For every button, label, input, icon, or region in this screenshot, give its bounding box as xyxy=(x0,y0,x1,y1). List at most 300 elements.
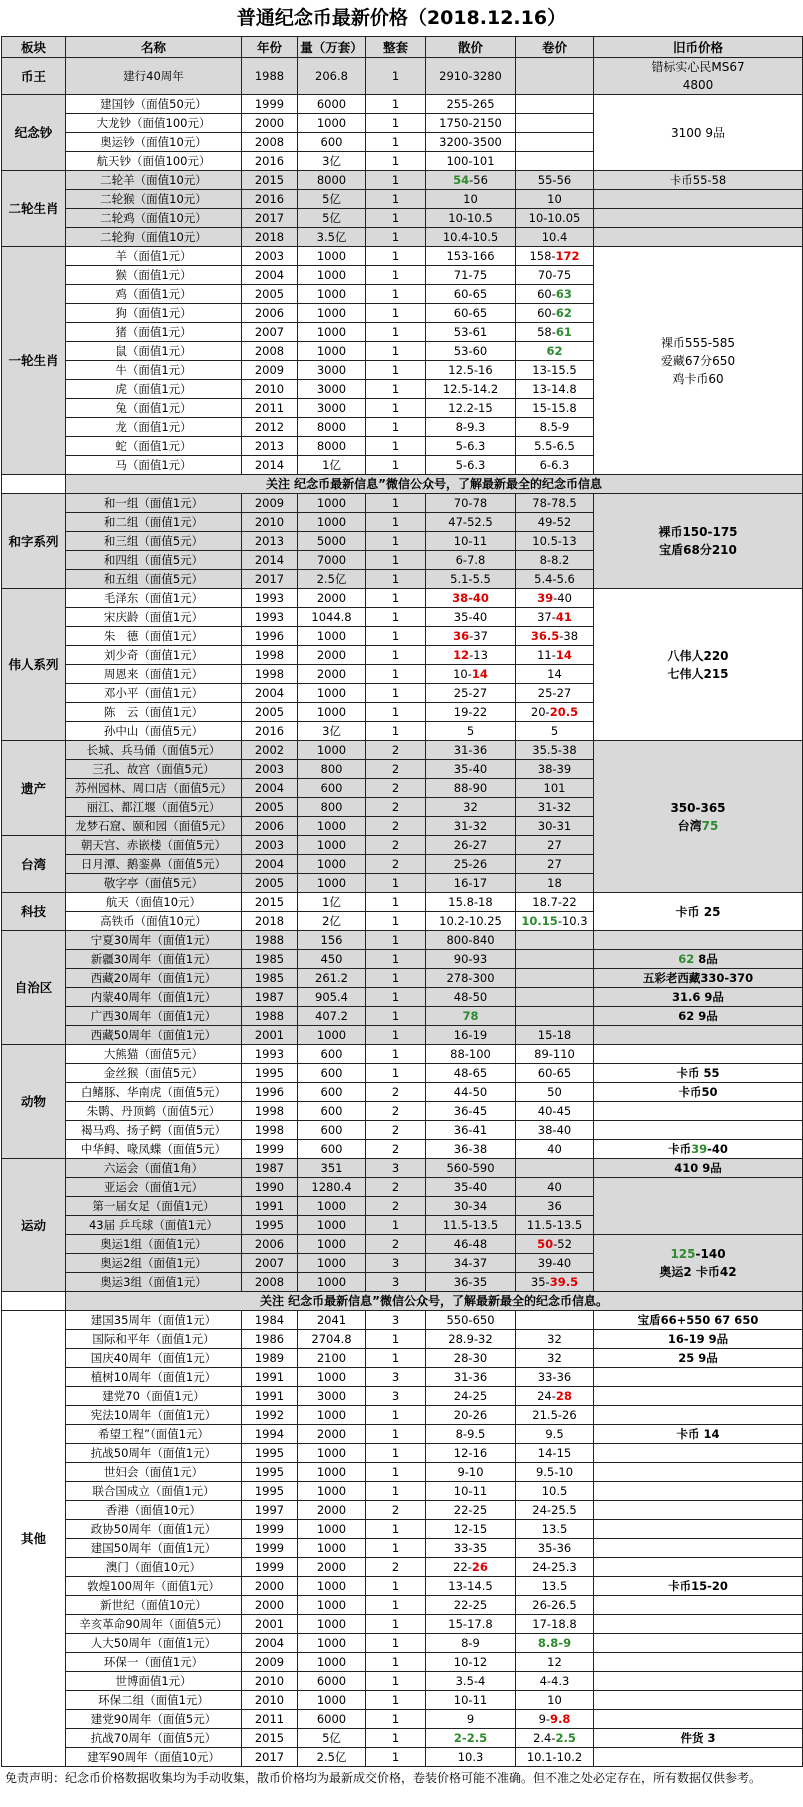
cell-text: 世妇会（面值1元） xyxy=(103,1464,204,1479)
roll-price xyxy=(516,1083,594,1102)
cell-text: 33-36 xyxy=(537,1369,572,1384)
roll-price xyxy=(516,1710,594,1729)
old-price xyxy=(594,1634,803,1653)
coin-set xyxy=(366,741,426,760)
old-price xyxy=(594,1121,803,1140)
cell-text: 37- xyxy=(537,609,556,624)
column-header xyxy=(66,37,242,58)
cell-text: 1987 xyxy=(254,1160,285,1175)
cell-text: 量（万套） xyxy=(300,39,363,55)
cell-text: 2005 xyxy=(254,875,285,890)
loose-price xyxy=(426,1216,516,1235)
coin-set xyxy=(366,1463,426,1482)
coin-qty xyxy=(298,1197,366,1216)
roll-price xyxy=(516,912,594,931)
cell-text: 14-15 xyxy=(537,1445,572,1460)
coin-year xyxy=(242,760,298,779)
coin-qty xyxy=(298,1672,366,1691)
old-price xyxy=(594,1520,803,1539)
cell-text: 1999 xyxy=(254,1141,285,1156)
cell-text: 88-100 xyxy=(450,1046,491,1061)
cell-text: 1 xyxy=(391,1350,400,1365)
old-price xyxy=(594,1672,803,1691)
coin-qty xyxy=(298,893,366,912)
cell-text: 卷价 xyxy=(541,39,567,55)
old-price xyxy=(594,1425,803,1444)
loose-price xyxy=(426,58,516,95)
roll-price xyxy=(516,1539,594,1558)
table-row xyxy=(2,1691,803,1710)
coin-year xyxy=(242,1444,298,1463)
cell-text: 60-65 xyxy=(453,305,488,320)
cell-text: 39 xyxy=(691,1141,708,1156)
coin-set xyxy=(366,1007,426,1026)
cell-text: 35- xyxy=(530,1274,550,1289)
coin-year xyxy=(242,399,298,418)
coin-qty xyxy=(298,1425,366,1444)
cell-text: 1 xyxy=(391,1540,400,1555)
coin-qty xyxy=(298,380,366,399)
cell-text: 和字系列 xyxy=(8,533,59,549)
cell-text: 1000 xyxy=(316,248,347,263)
table-row xyxy=(2,1121,803,1140)
loose-price xyxy=(426,399,516,418)
cell-text: 1 xyxy=(391,153,400,168)
loose-price xyxy=(426,361,516,380)
old-price xyxy=(594,893,803,931)
loose-price xyxy=(426,95,516,114)
loose-price xyxy=(426,551,516,570)
coin-qty xyxy=(298,1026,366,1045)
coin-year xyxy=(242,418,298,437)
coin-name xyxy=(66,1349,242,1368)
coin-name xyxy=(66,1596,242,1615)
cell-text: 31-36 xyxy=(453,1369,488,1384)
cell-text: 1993 xyxy=(254,609,285,624)
cell-text: 11.5-13.5 xyxy=(442,1217,499,1232)
loose-price xyxy=(426,1387,516,1406)
coin-year xyxy=(242,1197,298,1216)
cell-text: 二轮狗（面值10元） xyxy=(100,229,207,244)
cell-text: 2005 xyxy=(254,286,285,301)
coin-year xyxy=(242,361,298,380)
old-price xyxy=(594,950,803,969)
cell-text: 1000 xyxy=(316,1483,347,1498)
coin-year xyxy=(242,551,298,570)
old-price xyxy=(594,1007,803,1026)
cell-text: 2000 xyxy=(316,1426,347,1441)
old-price xyxy=(594,741,803,893)
coin-qty xyxy=(298,1311,366,1330)
cell-text: 10-10.05 xyxy=(528,210,581,225)
cell-text: 2007 xyxy=(254,324,285,339)
loose-price xyxy=(426,1615,516,1634)
coin-name xyxy=(66,323,242,342)
cell-text: 10.3 xyxy=(457,1749,484,1764)
loose-price xyxy=(426,285,516,304)
cell-text: 二轮羊（面值10元） xyxy=(100,172,207,187)
cell-text: 奥运钞（面值10元） xyxy=(100,134,207,149)
coin-set xyxy=(366,1615,426,1634)
cell-text: 12.5-16 xyxy=(448,362,493,377)
roll-price xyxy=(516,1425,594,1444)
roll-price xyxy=(516,1102,594,1121)
coin-set xyxy=(366,114,426,133)
cell-text: 1993 xyxy=(254,590,285,605)
cell-text: 2012 xyxy=(254,419,285,434)
coin-set xyxy=(366,456,426,475)
cell-text: 1 xyxy=(391,723,400,738)
cell-text: 2010 xyxy=(254,381,285,396)
cell-text: 2016 xyxy=(254,191,285,206)
coin-name xyxy=(66,1634,242,1653)
coin-name xyxy=(66,399,242,418)
note-line: 鸡卡币60 xyxy=(672,371,724,386)
roll-price xyxy=(516,570,594,589)
cell-text: 410 9品 xyxy=(674,1160,722,1175)
cell-text: 2009 xyxy=(254,362,285,377)
cell-text: 5 xyxy=(466,723,475,738)
cell-text: 2005 xyxy=(254,704,285,719)
cell-text: 9 xyxy=(466,1711,475,1726)
coin-name xyxy=(66,285,242,304)
cell-text: 1 xyxy=(391,685,400,700)
coin-set xyxy=(366,703,426,722)
cell-text: 1000 xyxy=(316,267,347,282)
loose-price xyxy=(426,437,516,456)
cell-text: 苏州园林、周口店（面值5元） xyxy=(75,780,232,795)
old-price xyxy=(594,1349,803,1368)
cell-text: 1990 xyxy=(254,1179,285,1194)
coin-name xyxy=(66,1368,242,1387)
coin-qty xyxy=(298,646,366,665)
table-row xyxy=(2,741,803,760)
cell-text: 丽江、都江堰（面值5元） xyxy=(86,799,221,814)
coin-qty xyxy=(298,1444,366,1463)
coin-name xyxy=(66,1539,242,1558)
table-row xyxy=(2,1463,803,1482)
loose-price xyxy=(426,1691,516,1710)
roll-price xyxy=(516,437,594,456)
table-row xyxy=(2,1577,803,1596)
cell-text: 虎（面值1元） xyxy=(115,381,192,396)
coin-year xyxy=(242,988,298,1007)
table-row xyxy=(2,969,803,988)
coin-qty xyxy=(298,58,366,95)
cell-text: 41 xyxy=(555,609,572,624)
page-title: 普通纪念币最新价格（2018.12.16） xyxy=(236,7,567,29)
cell-text: 2 xyxy=(391,1198,400,1213)
coin-qty xyxy=(298,760,366,779)
coin-name xyxy=(66,570,242,589)
coin-set xyxy=(366,1235,426,1254)
cell-text: 125 xyxy=(670,1247,696,1261)
cell-text: 1 xyxy=(391,438,400,453)
roll-price xyxy=(516,836,594,855)
coin-name xyxy=(66,266,242,285)
cell-text: 28 xyxy=(555,1388,572,1403)
loose-price xyxy=(426,418,516,437)
cell-text: 1000 xyxy=(316,514,347,529)
coin-set xyxy=(366,1691,426,1710)
cell-text: 8000 xyxy=(316,172,347,187)
cell-text: 70-75 xyxy=(537,267,572,282)
old-price xyxy=(594,1102,803,1121)
old-price xyxy=(594,1710,803,1729)
cell-text: 1987 xyxy=(254,989,285,1004)
cell-text: 30-34 xyxy=(453,1198,488,1213)
cell-text: 1 xyxy=(391,419,400,434)
cell-text: 2013 xyxy=(254,438,285,453)
coin-name xyxy=(66,1159,242,1178)
roll-price xyxy=(516,589,594,608)
coin-qty xyxy=(298,1387,366,1406)
loose-price xyxy=(426,1710,516,1729)
coin-name xyxy=(66,1064,242,1083)
cell-text: 二轮鸡（面值10元） xyxy=(100,210,207,225)
cell-text: 1000 xyxy=(316,343,347,358)
cell-text: 3200-3500 xyxy=(439,134,502,149)
cell-text: 2 xyxy=(391,856,400,871)
coin-set xyxy=(366,1444,426,1463)
cell-text: 朱 德（面值1元） xyxy=(103,628,204,643)
roll-price xyxy=(516,1349,594,1368)
coin-qty xyxy=(298,1140,366,1159)
roll-price xyxy=(516,1729,594,1748)
roll-price xyxy=(516,456,594,475)
note-line: 七伟人215 xyxy=(667,666,729,681)
coin-qty xyxy=(298,1539,366,1558)
coin-qty xyxy=(298,665,366,684)
cell-text: 75 xyxy=(701,818,719,833)
cell-text: 1000 xyxy=(316,115,347,130)
cell-text: 10.4 xyxy=(541,229,568,244)
coin-name xyxy=(66,1406,242,1425)
roll-price xyxy=(516,1178,594,1197)
roll-price xyxy=(516,1520,594,1539)
cell-text: 1999 xyxy=(254,1559,285,1574)
cell-text: 新疆30周年（面值1元） xyxy=(90,951,217,966)
cell-text: 1750-2150 xyxy=(439,115,502,130)
loose-price xyxy=(426,190,516,209)
cell-text: 卡币 xyxy=(668,1141,692,1156)
coin-name xyxy=(66,589,242,608)
coin-set xyxy=(366,874,426,893)
roll-price xyxy=(516,1748,594,1767)
cell-text: 1 xyxy=(391,210,400,225)
roll-price xyxy=(516,1026,594,1045)
cell-text: 1998 xyxy=(254,1122,285,1137)
cell-text: 3100 9品 xyxy=(671,125,725,140)
table-row xyxy=(2,1311,803,1330)
cell-text: 1 xyxy=(391,1578,400,1593)
cell-text: 17-18.8 xyxy=(532,1616,577,1631)
cell-text: 62 xyxy=(555,305,572,320)
cell-text: 2004 xyxy=(254,856,285,871)
coin-set xyxy=(366,1748,426,1767)
cell-text: 5-6.3 xyxy=(455,438,486,453)
coin-qty xyxy=(298,1273,366,1292)
roll-price xyxy=(516,1197,594,1216)
cell-text: 3 xyxy=(391,1160,400,1175)
coin-name xyxy=(66,1463,242,1482)
roll-price xyxy=(516,399,594,418)
coin-qty xyxy=(298,1045,366,1064)
cell-text: 1 xyxy=(391,1692,400,1707)
cell-text: 60-65 xyxy=(537,1065,572,1080)
cell-text: 2017 xyxy=(254,571,285,586)
cell-text: 15-15.8 xyxy=(532,400,577,415)
cell-text: 2.4- xyxy=(533,1730,556,1745)
roll-price xyxy=(516,1007,594,1026)
cell-text: 905.4 xyxy=(315,989,348,1004)
table-row xyxy=(2,1520,803,1539)
cell-text: 1999 xyxy=(254,96,285,111)
coin-year xyxy=(242,608,298,627)
cell-text: 1 xyxy=(391,267,400,282)
coin-set xyxy=(366,228,426,247)
cell-text: 1 xyxy=(391,1331,400,1346)
coin-year xyxy=(242,1216,298,1235)
coin-name xyxy=(66,1482,242,1501)
cell-text: 1 xyxy=(391,704,400,719)
price-sheet xyxy=(1,0,802,1787)
cell-text: 3000 xyxy=(316,400,347,415)
cell-text: 动物 xyxy=(20,1094,46,1109)
loose-price xyxy=(426,1596,516,1615)
coin-qty xyxy=(298,798,366,817)
coin-year xyxy=(242,247,298,266)
coin-set xyxy=(366,836,426,855)
table-row xyxy=(2,171,803,190)
old-price xyxy=(594,58,803,95)
coin-name xyxy=(66,855,242,874)
cell-text: 1 xyxy=(391,533,400,548)
cell-text: 20- xyxy=(530,704,550,719)
cell-text: 1 xyxy=(391,229,400,244)
coin-set xyxy=(366,1558,426,1577)
loose-price xyxy=(426,570,516,589)
loose-price xyxy=(426,665,516,684)
roll-price xyxy=(516,532,594,551)
cell-text: 关注 纪念币最新信息”微信公众号，了解最新最全的纪念币信息 xyxy=(265,476,603,491)
coin-qty xyxy=(298,817,366,836)
coin-year xyxy=(242,1425,298,1444)
note-line: 八伟人220 xyxy=(667,648,729,663)
cell-text: 14 xyxy=(555,647,572,662)
cell-text: 2015 xyxy=(254,1730,285,1745)
table-row xyxy=(2,1387,803,1406)
coin-qty xyxy=(298,836,366,855)
cell-text: 1000 xyxy=(316,875,347,890)
coin-set xyxy=(366,1159,426,1178)
cell-text: 53-61 xyxy=(453,324,488,339)
loose-price xyxy=(426,874,516,893)
coin-qty xyxy=(298,1710,366,1729)
old-price xyxy=(594,1235,803,1292)
cell-text: 龙梦石窟、颐和园（面值5元） xyxy=(75,818,232,833)
cell-text: 三孔、故宫（面值5元） xyxy=(92,761,215,776)
coin-name xyxy=(66,969,242,988)
old-price xyxy=(594,1463,803,1482)
cell-text: 36-41 xyxy=(453,1122,488,1137)
coin-qty xyxy=(298,1330,366,1349)
roll-price xyxy=(516,494,594,513)
coin-year xyxy=(242,665,298,684)
coin-year xyxy=(242,304,298,323)
cell-text: 孙中山（面值5元） xyxy=(103,723,204,738)
coin-name xyxy=(66,437,242,456)
coin-qty xyxy=(298,1482,366,1501)
loose-price xyxy=(426,1311,516,1330)
cell-text: 39-40 xyxy=(537,1255,572,1270)
cell-text: 1 xyxy=(391,590,400,605)
coin-name xyxy=(66,513,242,532)
cell-text: 62 9品 xyxy=(678,1008,718,1023)
column-header xyxy=(366,37,426,58)
coin-qty xyxy=(298,1159,366,1178)
coin-year xyxy=(242,532,298,551)
roll-price xyxy=(516,1140,594,1159)
cell-text: 25 9品 xyxy=(678,1350,718,1365)
roll-price xyxy=(516,266,594,285)
loose-price xyxy=(426,1007,516,1026)
old-price xyxy=(594,1159,803,1178)
cell-text: 5亿 xyxy=(322,210,341,225)
cell-text: 8000 xyxy=(316,419,347,434)
cell-text: 3.5-4 xyxy=(455,1673,486,1688)
roll-price xyxy=(516,1235,594,1254)
coin-set xyxy=(366,950,426,969)
old-price xyxy=(594,931,803,950)
cell-text: 1 xyxy=(391,96,400,111)
coin-name xyxy=(66,1653,242,1672)
coin-qty xyxy=(298,570,366,589)
cell-text: 101 xyxy=(543,780,566,795)
cell-text: -10.3 xyxy=(557,913,588,928)
coin-year xyxy=(242,1235,298,1254)
roll-price xyxy=(516,95,594,114)
cell-text: 名称 xyxy=(140,39,166,55)
roll-price xyxy=(516,285,594,304)
coin-set xyxy=(366,1501,426,1520)
old-price xyxy=(594,1577,803,1596)
loose-price xyxy=(426,589,516,608)
coin-year xyxy=(242,874,298,893)
cell-text: 兔（面值1元） xyxy=(115,400,192,415)
cell-text: 40 xyxy=(547,1141,562,1156)
roll-price xyxy=(516,988,594,1007)
cell-text: 13-15.5 xyxy=(532,362,577,377)
table-row xyxy=(2,1444,803,1463)
note-line: 裸币150-175 xyxy=(658,525,738,539)
loose-price xyxy=(426,266,516,285)
cell-text: 62 xyxy=(546,343,563,358)
coin-year xyxy=(242,266,298,285)
coin-set xyxy=(366,1425,426,1444)
cell-text: 1 xyxy=(391,1521,400,1536)
cell-text: 金丝猴（面值5元） xyxy=(103,1065,204,1080)
coin-set xyxy=(366,646,426,665)
loose-price xyxy=(426,1349,516,1368)
loose-price xyxy=(426,1634,516,1653)
cell-text: 1000 xyxy=(316,1255,347,1270)
cell-text: 3亿 xyxy=(322,153,341,168)
coin-qty xyxy=(298,589,366,608)
cell-text: 600 xyxy=(320,1103,343,1118)
coin-set xyxy=(366,95,426,114)
coin-year xyxy=(242,684,298,703)
